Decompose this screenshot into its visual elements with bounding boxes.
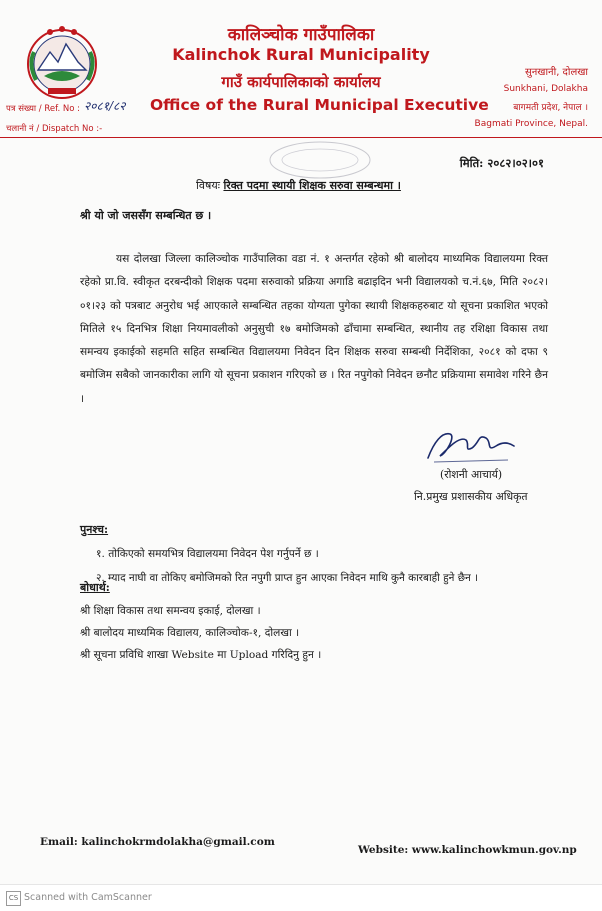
subject-label: विषयः — [196, 179, 220, 192]
postscript-item: २. म्याद नाघी वा तोकिए बमोजिमको रित नपुगी प्राप्त हुन आएका निवेदन माथि कुनै कारबाही हुने छैन । — [96, 572, 479, 584]
footer-website: Website: www.kalinchowkmun.gov.np — [358, 844, 577, 856]
signature-icon — [420, 424, 520, 466]
ref-no-value: २०८१/८२ — [84, 99, 126, 113]
postscript-heading: पुनश्च: — [80, 523, 109, 536]
fyi-heading: बोधार्थ: — [80, 581, 110, 594]
org-name-nepali: कालिञ्चोक गाउँपालिका — [227, 25, 375, 45]
address-nepali-1: सुनखानी, दोलखा — [524, 67, 588, 78]
footer-email: Email: kalinchokrmdolakha@gmail.com — [40, 836, 275, 848]
letter-date: मिति: २०८२।०२।०१ — [459, 156, 544, 170]
signatory-title: नि.प्रमुख प्रशासकीय अधिकृत — [414, 490, 528, 503]
dispatch-no-label: चलानी नं / Dispatch No :- — [6, 124, 103, 134]
address-nepali-2: बागमती प्रदेश, नेपाल । — [513, 103, 588, 113]
subject-text: रिक्त पदमा स्थायी शिक्षक सरुवा सम्बन्धमा । — [223, 179, 401, 192]
postscript-item: १. तोकिएको समयभित्र विद्यालयमा निवेदन पेश गर्नुपर्ने छ । — [96, 548, 319, 560]
fyi-item: श्री शिक्षा विकास तथा समन्वय इकाई, दोलखा । — [80, 605, 261, 617]
greeting: श्री यो जो जससँग सम्बन्धित छ । — [80, 209, 212, 222]
scanner-watermark-text: Scanned with CamScanner — [24, 892, 152, 903]
office-name-english: Office of the Rural Municipal Executive — [150, 96, 489, 114]
address-english-2: Bagmati Province, Nepal. — [474, 119, 588, 129]
office-name-nepali: गाउँ कार्यपालिकाको कार्यालय — [221, 73, 381, 91]
signatory-name: (रोशनी आचार्य) — [440, 468, 503, 481]
office-stamp-icon — [265, 138, 375, 182]
subject-line — [196, 178, 401, 193]
fyi-item: श्री बालोदय माध्यमिक विद्यालय, कालिञ्चोक-१, दोलखा । — [80, 627, 300, 639]
address-english-1: Sunkhani, Dolakha — [503, 84, 588, 94]
body-paragraph: यस दोलखा जिल्ला कालिञ्चोक गाउँपालिका वडा नं. १ अन्तर्गत रहेको श्री बालोदय माध्यमिक विद्यालयमा रिक्त रहेको प्रा.वि. स्वीकृत दरबन्दीको शिक्षक पदमा सरुवाको प्रक्रिया अगाडि बढाइदिन भनी विद्यालयको च.नं.६७, मिति २०८२।०१।२३ को पत्रबाट अनुरोध भई आएकाले सम्बन्धित तहका योग्यता पुगेका स्थायी शिक्षकहरुबाट यो सूचना प्रकाशित भएको मितिले १५ दिनभित्र शिक्षा नियमावलीको अनुसुची १७ बमोजिमको ढाँचामा सम्बन्धित, स्थानीय तह रशिक्षा विकास तथा समन्वय इकाईको सहमति सहित सम्बन्धित विद्यालयमा निवेदन दिन शिक्षक सरुवा सम्बन्धी निर्देशिका, २०८१ को दफा ९ बमोजिम सबैको जानकारीका लागि यो सूचना प्रकाशन गरिएको छ । रित नपुगेको निवेदन छनौट प्रक्रियामा समावेश गरिने छैन । — [80, 253, 548, 405]
fyi-item: श्री सूचना प्रविधि शाखा Website मा Upload गरिदिनु हुन । — [80, 649, 322, 661]
ref-no-label: पत्र संख्या / Ref. No : — [6, 104, 80, 114]
org-name-english: Kalinchok Rural Municipality — [172, 45, 430, 64]
camscanner-logo-icon: CS — [6, 891, 21, 906]
